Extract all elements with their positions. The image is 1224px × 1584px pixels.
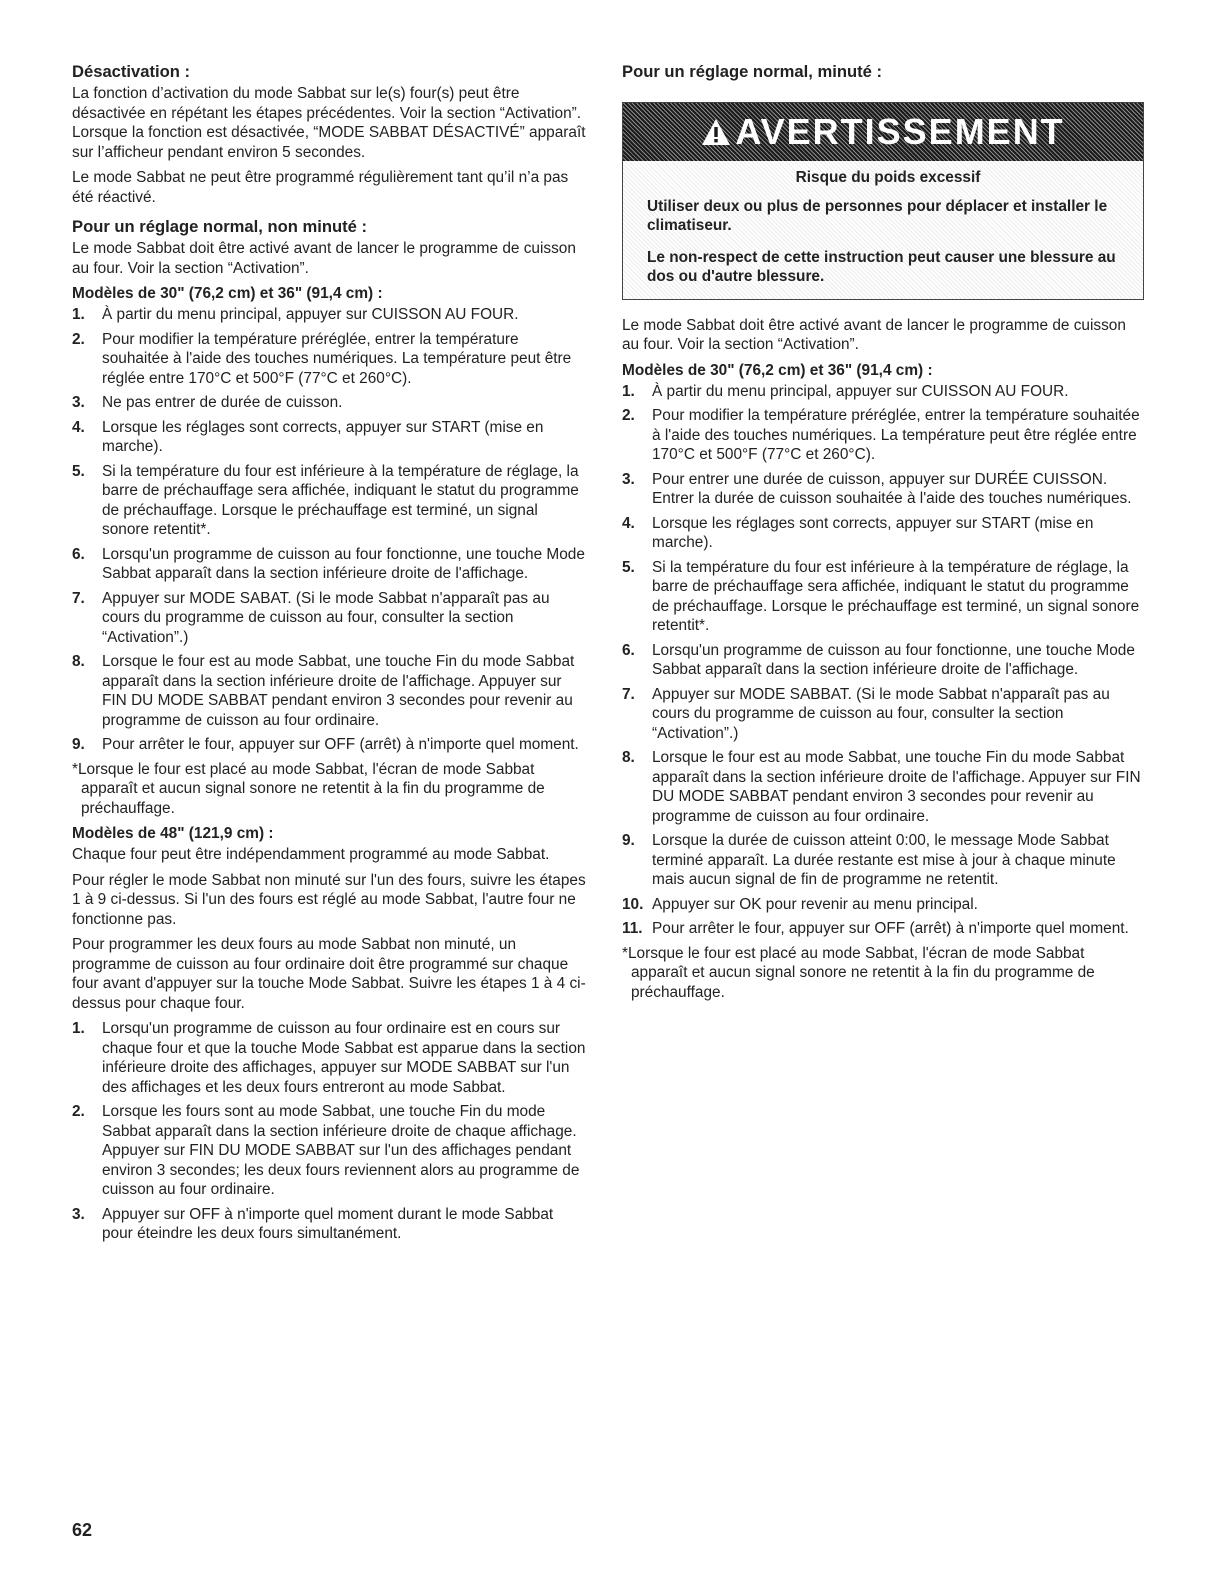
preheat-footnote: *Lorsque le four est placé au mode Sabbat, l'écran de mode Sabbat apparaît et aucun signal sonore ne retentit à la fin du programme de préchauffage.	[72, 760, 545, 817]
step-text: À partir du menu principal, appuyer sur CUISSON AU FOUR.	[652, 382, 1069, 400]
list-item	[72, 418, 588, 457]
step-text: Appuyer sur MODE SABAT. (Si le mode Sabbat n'apparaît pas au cours du programme de cuisson au four, consulter la section “Activation”.)	[102, 589, 550, 646]
step-number: 7.	[622, 685, 635, 703]
list-item	[72, 735, 588, 755]
warning-title	[701, 111, 1064, 152]
step-text: Si la température du four est inférieure à la température de réglage, la barre de préchauffage sera affichée, indiquant le statut du programme de préchauffage. Lorsque le préchauffage est terminé, un signal sonore retentit*.	[102, 462, 579, 538]
step-number: 2.	[72, 330, 85, 348]
step-text: Lorsqu'un programme de cuisson au four fonctionne, une touche Mode Sabbat apparaît dans la section inférieure droite de l'affichage.	[102, 545, 585, 582]
list-item	[72, 1019, 588, 1097]
list-item	[622, 514, 1144, 553]
step-text: Lorsque le four est au mode Sabbat, une touche Fin du mode Sabbat apparaît dans la section inférieure droite de l'affichage. Appuyer sur FIN DU MODE SABBAT pendant environ 3 secondes pour revenir au programme de cuisson au four ordinaire.	[652, 749, 1141, 825]
timed-heading: Pour un réglage normal, minuté :	[622, 62, 882, 81]
timed-preheat-footnote: *Lorsque le four est placé au mode Sabbat, l'écran de mode Sabbat apparaît et aucun signal sonore ne retentit à la fin du programme de préchauffage.	[622, 944, 1095, 1001]
page-number: 62	[72, 1520, 93, 1540]
list-item	[72, 1102, 588, 1200]
step-number: 6.	[622, 641, 635, 659]
warning-header	[623, 103, 1143, 161]
non-timed-heading: Pour un réglage normal, non minuté :	[72, 217, 368, 236]
step-number: 9.	[72, 736, 85, 753]
step-number: 6.	[72, 545, 85, 563]
step-text: Appuyer sur OK pour revenir au menu principal.	[652, 895, 978, 913]
non-timed-steps-list	[72, 305, 588, 755]
step-text: Lorsqu'un programme de cuisson au four fonctionne, une touche Mode Sabbat apparaît dans la section inférieure droite de l'affichage.	[652, 641, 1135, 678]
step-number: 7.	[72, 589, 85, 607]
deactivation-paragraph-2: Le mode Sabbat ne peut être programmé régulièrement tant qu’il n’a pas été réactivé.	[72, 169, 569, 206]
step-text: Lorsque la durée de cuisson atteint 0:00, le message Mode Sabbat terminé apparaît. La durée restante est mise à jour à chaque minute mais aucun signal de fin de programme ne retentit.	[652, 832, 1116, 888]
models-48-heading: Modèles de 48" (121,9 cm) :	[72, 825, 274, 842]
right-column	[622, 62, 1144, 1008]
list-item	[622, 685, 1144, 744]
step-number: 1.	[72, 306, 85, 323]
step-number: 11.	[622, 920, 643, 937]
step-number: 3.	[622, 470, 635, 488]
list-item	[72, 652, 588, 730]
step-text: Lorsque les réglages sont corrects, appuyer sur START (mise en marche).	[652, 514, 1094, 551]
step-text: Lorsqu'un programme de cuisson au four ordinaire est en cours sur chaque four et que la touche Mode Sabbat est apparue dans la section inférieure droite des affichages, appuyer sur MODE SABBAT sur l'un des affichages et les deux fours entreront au mode Sabbat.	[102, 1020, 586, 1096]
step-text: Pour arrêter le four, appuyer sur OFF (arrêt) à n'importe quel moment.	[652, 920, 1129, 937]
list-item	[622, 406, 1144, 465]
deactivation-heading: Désactivation :	[72, 62, 191, 81]
step-text: Pour modifier la température préréglée, entrer la température souhaitée à l'aide des touches numériques. La température peut être réglée entre 170°C et 500°F (77°C et 260°C).	[652, 407, 1140, 463]
list-item	[72, 589, 588, 648]
step-text: Ne pas entrer de durée de cuisson.	[102, 394, 343, 411]
step-number: 5.	[622, 558, 635, 576]
warning-body	[623, 161, 1143, 299]
step-number: 2.	[622, 407, 635, 424]
list-item	[622, 641, 1144, 680]
step-number: 4.	[622, 514, 635, 532]
step-text: Pour arrêter le four, appuyer sur OFF (arrêt) à n'importe quel moment.	[102, 736, 579, 753]
timed-intro: Le mode Sabbat doit être activé avant de lancer le programme de cuisson au four. Voir la section “Activation”.	[622, 316, 1126, 353]
list-item	[622, 831, 1144, 890]
warning-subtitle: Risque du poids excessif	[795, 169, 981, 186]
step-number: 3.	[72, 394, 85, 411]
step-number: 8.	[72, 653, 85, 670]
step-text: Lorsque les réglages sont corrects, appuyer sur START (mise en marche).	[102, 418, 544, 455]
list-item	[72, 462, 588, 540]
list-item	[72, 305, 588, 325]
models-48-steps-list	[72, 1019, 588, 1244]
step-text: Lorsque le four est au mode Sabbat, une touche Fin du mode Sabbat apparaît dans la section inférieure droite de l'affichage. Appuyer sur FIN DU MODE SABBAT pendant environ 3 secondes pour revenir au programme de cuisson au four ordinaire.	[102, 653, 575, 729]
list-item	[622, 558, 1144, 636]
step-text: Appuyer sur MODE SABBAT. (Si le mode Sabbat n'apparaît pas au cours du programme de cuisson au four, consulter la section “Activation”.)	[652, 685, 1110, 742]
step-number: 3.	[72, 1205, 85, 1223]
list-item	[72, 330, 588, 389]
warning-triangle-icon	[701, 118, 731, 146]
timed-models-30-36-heading: Modèles de 30" (76,2 cm) et 36" (91,4 cm) :	[622, 361, 933, 379]
warning-instruction: Utiliser deux ou plus de personnes pour déplacer et installer le climatiseur.	[647, 197, 1108, 234]
list-item	[622, 382, 1144, 402]
step-number: 1.	[622, 382, 635, 400]
step-number: 5.	[72, 462, 85, 480]
list-item	[622, 919, 1144, 939]
list-item	[72, 1205, 588, 1244]
step-number: 9.	[622, 832, 635, 849]
step-number: 10.	[622, 895, 644, 913]
step-number: 2.	[72, 1103, 85, 1120]
list-item	[72, 545, 588, 584]
list-item	[72, 393, 588, 413]
step-text: Si la température du four est inférieure à la température de réglage, la barre de préchauffage sera affichée, indiquant le statut du programme de préchauffage. Lorsque le préchauffage est terminé, un signal sonore retentit*.	[652, 558, 1140, 634]
models-48-paragraph-3: Pour programmer les deux fours au mode Sabbat non minuté, un programme de cuisson au four ordinaire doit être programmé sur chaque four avant d'appuyer sur la touche Mode Sabbat. Suivre les étapes 1 à 4 ci-dessus pour chaque four.	[72, 936, 586, 1012]
models-30-36-heading: Modèles de 30" (76,2 cm) et 36" (91,4 cm) :	[72, 285, 383, 302]
models-48-paragraph-1: Chaque four peut être indépendamment programmé au mode Sabbat.	[72, 846, 550, 863]
list-item	[622, 895, 1144, 915]
step-text: À partir du menu principal, appuyer sur CUISSON AU FOUR.	[102, 306, 519, 323]
step-text: Lorsque les fours sont au mode Sabbat, une touche Fin du mode Sabbat apparaît dans la section inférieure droite de chaque affichage. Appuyer sur FIN DU MODE SABBAT sur l'un des affichages pendant environ 3 secondes; les deux fours reviennent alors au programme de cuisson au four ordinaire.	[102, 1103, 580, 1198]
list-item	[622, 748, 1144, 826]
warning-consequence: Le non-respect de cette instruction peut causer une blessure au dos ou d'autre blessure.	[647, 248, 1116, 285]
list-item	[622, 470, 1144, 509]
timed-steps-list	[622, 382, 1144, 939]
warning-box	[622, 102, 1144, 300]
step-number: 4.	[72, 418, 85, 436]
models-48-paragraph-2: Pour régler le mode Sabbat non minuté sur l'un des fours, suivre les étapes 1 à 9 ci-dessus. Si l'un des fours est réglé au mode Sabbat, l'autre four ne fonctionne pas.	[72, 871, 586, 928]
step-text: Pour modifier la température préréglée, entrer la température souhaitée à l'aide des touches numériques. La température peut être réglée entre 170°C et 500°F (77°C et 260°C).	[102, 330, 572, 387]
left-column	[72, 62, 588, 1249]
warning-title-text: AVERTISSEMENT	[735, 111, 1065, 152]
step-number: 8.	[622, 749, 635, 766]
step-text: Pour entrer une durée de cuisson, appuyer sur DURÉE CUISSON. Entrer la durée de cuisson souhaitée à l'aide des touches numériques.	[652, 470, 1132, 507]
step-text: Appuyer sur OFF à n'importe quel moment durant le mode Sabbat pour éteindre les deux fours simultanément.	[102, 1205, 554, 1242]
deactivation-paragraph-1: La fonction d’activation du mode Sabbat sur le(s) four(s) peut être désactivée en répétant les étapes précédentes. Voir la section “Activation”. Lorsque la fonction est désactivée, “MODE SABBAT DÉSACTIVÉ” apparaît sur l’afficheur pendant environ 5 secondes.	[72, 85, 586, 161]
non-timed-intro: Le mode Sabbat doit être activé avant de lancer le programme de cuisson au four. Voir la section “Activation”.	[72, 240, 576, 277]
step-number: 1.	[72, 1020, 85, 1037]
